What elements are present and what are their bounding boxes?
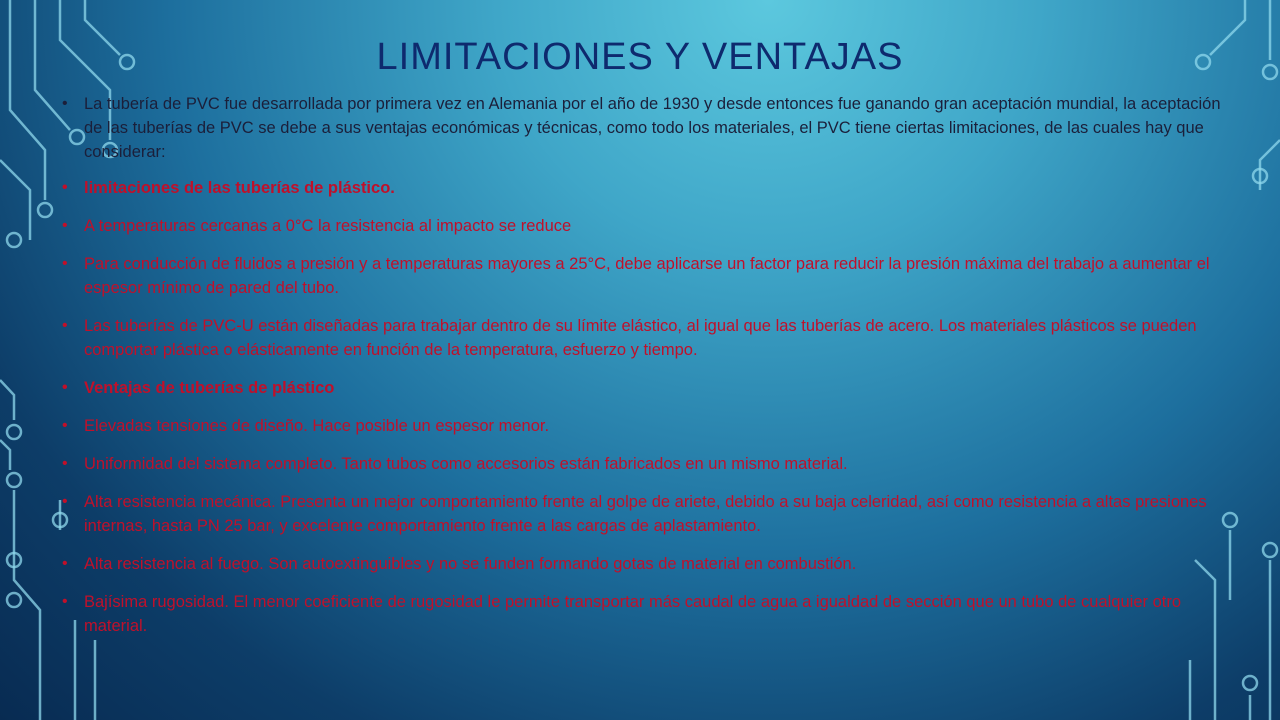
list-item — [58, 92, 1238, 164]
bullet-icon: • — [62, 455, 68, 472]
bullet-text: Elevadas tensiones de diseño. Hace posible un espesor menor. — [84, 417, 550, 435]
bullet-text: A temperaturas cercanas a 0°C la resistencia al impacto se reduce — [84, 217, 572, 235]
list-item — [58, 590, 1238, 638]
list-item — [58, 252, 1238, 300]
bullet-text: La tubería de PVC fue desarrollada por primera vez en Alemania por el año de 1930 y desde entonces fue ganando gran aceptación mundial, la aceptación de las tuberías de PVC se debe a sus ventajas económicas y técnicas, como todo los materiales, el PVC tiene ciertas limitaciones, de las cuales hay que considerar: — [84, 95, 1221, 161]
bullet-icon: • — [62, 379, 68, 396]
bullet-text: Bajísima rugosidad. El menor coeficiente de rugosidad le permite transportar más caudal de agua a igualdad de sección que un tubo de cualquier otro material. — [84, 593, 1182, 635]
list-item — [58, 214, 1238, 238]
bullet-text: Las tuberías de PVC-U están diseñadas para trabajar dentro de su límite elástico, al igual que las tuberías de acero. Los materiales plásticos se pueden comportar plástica o elásticamente en función de la temperatura, esfuerzo y tiempo. — [84, 317, 1197, 359]
list-item — [58, 376, 1238, 400]
list-item — [58, 490, 1238, 538]
bullet-icon: • — [62, 555, 68, 572]
bullet-text: Para conducción de fluidos a presión y a temperaturas mayores a 25°C, debe aplicarse un factor para reducir la presión máxima del trabajo a aumentar el espesor mínimo de pared del tubo. — [84, 255, 1210, 297]
list-item — [58, 176, 1238, 200]
bullet-text: Alta resistencia mecánica. Presenta un mejor comportamiento frente al golpe de ariete, debido a su baja celeridad, así como resistencia a altas presiones internas, hasta PN 25 bar, y excelente comportamiento frente a las cargas de aplastamiento. — [84, 493, 1207, 535]
bullet-list — [58, 92, 1238, 652]
slide-title: LIMITACIONES Y VENTAJAS — [376, 36, 904, 78]
bullet-text: Alta resistencia al fuego. Son autoextinguibles y no se funden formando gotas de material en combustión. — [84, 555, 857, 573]
bullet-icon: • — [62, 493, 68, 510]
bullet-text: Uniformidad del sistema completo. Tanto tubos como accesorios están fabricados en un mismo material. — [84, 455, 848, 473]
bullet-icon: • — [62, 255, 68, 272]
bullet-icon: • — [62, 217, 68, 234]
list-item — [58, 314, 1238, 362]
bullet-icon: • — [62, 317, 68, 334]
bullet-icon: • — [62, 417, 68, 434]
bullet-icon: • — [62, 593, 68, 610]
bullet-icon: • — [62, 95, 68, 112]
list-item — [58, 552, 1238, 576]
bullet-text: Ventajas de tuberías de plástico — [84, 379, 335, 397]
list-item — [58, 452, 1238, 476]
bullet-text: limitaciones de las tuberías de plástico. — [84, 179, 395, 197]
bullet-icon: • — [62, 179, 68, 196]
list-item — [58, 414, 1238, 438]
